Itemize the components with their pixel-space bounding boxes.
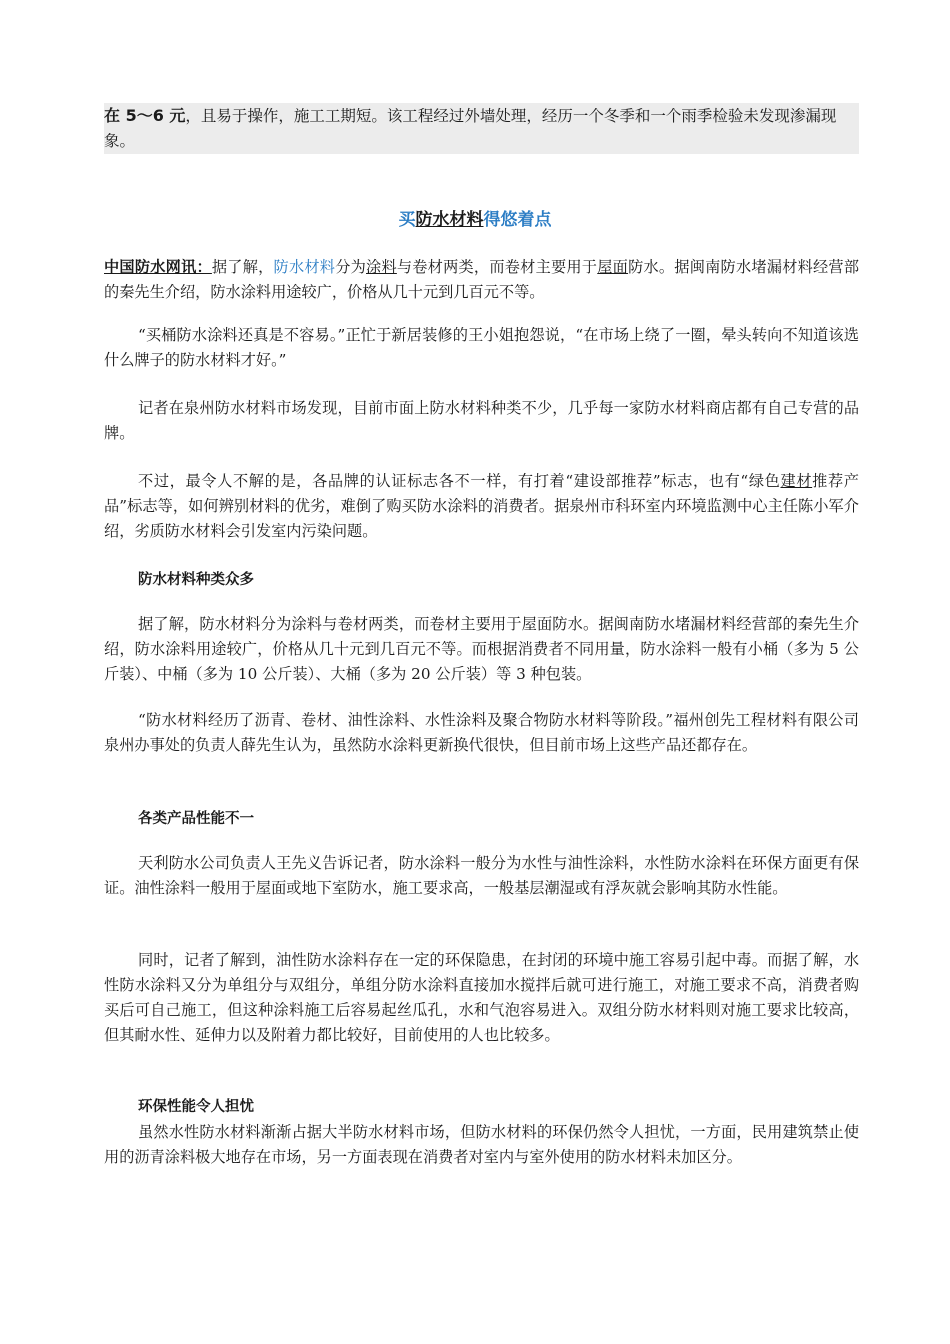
highlighted-paragraph [104, 103, 859, 154]
paragraph-4-text-1: 不过，最令人不解的是，各品牌的认证标志各不一样，有打着“建设部推荐”标志，也有“绿色 [138, 472, 781, 490]
paragraph-6: “防水材料经历了沥青、卷材、油性涂料、水性涂料及聚合物防水材料等阶段。”福州创先工程材料有限公司泉州办事处的负责人薛先生认为，虽然防水涂料更新换代很快，但目前市场上这些产品还都存在。 [104, 711, 859, 754]
intro-text-4: 防水。据闽南防水堵漏材料经营部的秦先生介绍，防水涂料用途较广，价格从几十元到几百元不等。 [104, 258, 860, 301]
paragraph-3: 记者在泉州防水材料市场发现，目前市面上防水材料种类不少，几乎每一家防水材料商店都有自己专营的品牌。 [104, 399, 859, 442]
title-part-1: 买 [398, 210, 416, 230]
title-part-2: 得悠着点 [483, 210, 552, 230]
paragraph-2: “买桶防水涂料还真是不容易。”正忙于新居装修的王小姐抱怨说，“在市场上绕了一圈，晕头转向不知道该选什么牌子的防水材料才好。” [104, 326, 859, 369]
source-lead[interactable]: 中国防水网讯： [104, 258, 212, 276]
price-lead: 在 5～6 元 [104, 106, 186, 125]
paragraph-8: 同时，记者了解到，油性防水涂料存在一定的环保隐患，在封闭的环境中施工容易引起中毒。而据了解，水性防水涂料又分为单组分与双组分，单组分防水涂料直接加水搅拌后就可进行施工，对施工要求不高，消费者购买后可自己施工，但这种涂料施工后容易起丝瓜孔，水和气泡容易进入。双组分防水材料则对施工要求比较高，但其耐水性、延伸力以及附着力都比较好，目前使用的人也比较多。 [104, 951, 859, 1044]
intro-paragraph [104, 255, 859, 305]
intro-text-2: 分为 [335, 258, 367, 276]
section-heading-2: 各类产品性能不一 [138, 811, 254, 827]
paragraph-7: 天利防水公司负责人王先义告诉记者，防水涂料一般分为水性与油性涂料，水性防水涂料在环保方面更有保证。油性涂料一般用于屋面或地下室防水，施工要求高，一般基层潮湿或有浮灰就会影响其防水性能。 [104, 854, 859, 897]
section-heading-3: 环保性能令人担忧 [138, 1099, 254, 1115]
intro-text-1: 据了解， [211, 258, 274, 276]
title-link[interactable]: 防水材料 [415, 210, 484, 230]
section-heading-1: 防水材料种类众多 [138, 572, 254, 588]
paragraph-9: 虽然水性防水材料渐渐占据大半防水材料市场，但防水材料的环保仍然令人担忧，一方面，民用建筑禁止使用的沥青涂料极大地存在市场，另一方面表现在消费者对室内与室外使用的防水材料未加区分。 [104, 1123, 859, 1166]
link-building-material[interactable]: 建材 [780, 472, 813, 490]
paragraph-5: 据了解，防水材料分为涂料与卷材两类，而卷材主要用于屋面防水。据闽南防水堵漏材料经营部的秦先生介绍，防水涂料用途较广，价格从几十元到几百元不等。而根据消费者不同用量，防水涂料一般有小桶（多为 5 公斤装）、中桶（多为 10 公斤装）、大桶（多为 20 公斤装）等 3 种包装。 [104, 615, 859, 683]
paragraph-4 [104, 469, 859, 544]
article-title [0, 205, 950, 230]
link-waterproof-material[interactable]: 防水材料 [273, 258, 336, 276]
link-coating[interactable]: 涂料 [366, 258, 397, 276]
intro-text-3: 与卷材两类，而卷材主要用于 [396, 258, 598, 276]
paragraph-4-text-2: 推荐产品”标志等，如何辨别材料的优劣，难倒了购买防水涂料的消费者。据泉州市科环室内环境监测中心主任陈小军介绍，劣质防水材料会引发室内污染问题。 [104, 472, 859, 540]
link-roof[interactable]: 屋面 [597, 258, 629, 276]
highlighted-text: ，且易于操作，施工工期短。该工程经过外墙处理，经历一个冬季和一个雨季检验未发现渗漏现象。 [104, 107, 837, 150]
